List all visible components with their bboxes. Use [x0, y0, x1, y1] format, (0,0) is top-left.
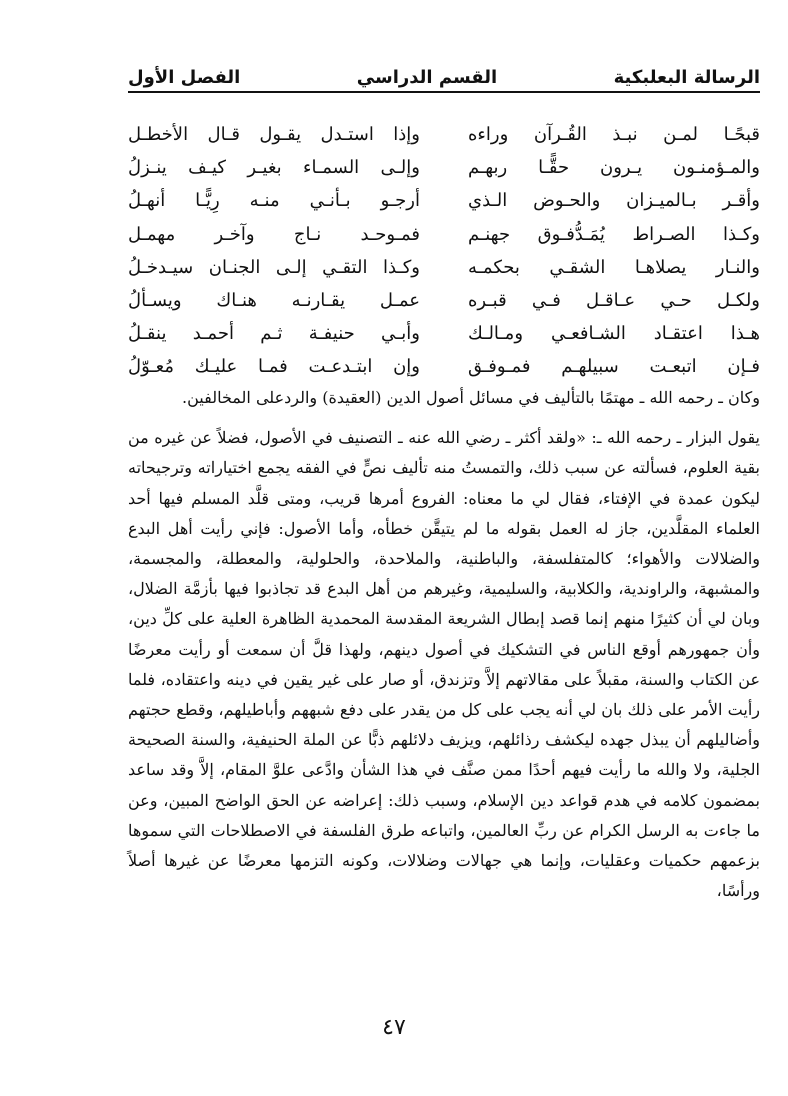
page-number: ٤٧: [382, 1015, 406, 1040]
verse-first-half: هـذا اعتقـاد الشـافعـي ومـالـك: [468, 323, 760, 345]
verse-first-half: فـإن اتبعـت سبيلهـم فمـوفـق: [468, 356, 760, 378]
verse-second-half: وكـذا التقـي إلـى الجنـان سيـدخـلُ: [128, 256, 420, 278]
paragraph-quote: يقول البزار ـ رحمه الله ـ: «ولقد أكثر ـ رضي الله عنه ـ التصنيف في الأصول، فضلاً عن غيره من بقية العلوم، فسألته عن سبب ذلك، والتمستُ منه تأليف نصٍّ في الفقه يجمع اختياراته وترجيحاته ليكون عمدة في الإفتاء، فقال لي ما معناه: الفروع أمرها قريب، ومتى قلَّد المسلم فيها أحد العلماء المقلَّدين، جاز له العمل بقوله ما لم يتيقَّن خطأه، وأما الأصول: فإني رأيت أهل البدع والضلالات والأهواء؛ كالمتفلسفة، والباطنية، والملاحدة، والحلولية، والمعطلة، والمجسمة، والمشبهة، والراوندية، والكلابية، والسليمية، وغيرهم من أهل البدع قد تجاذبوا فيها بأزمَّة الضلال، وبان لي أن كثيرًا منهم إنما قصد إبطال الشريعة المقدسة المحمدية الظاهرة العلية على كلِّ دين، وأن جمهورهم أوقع الناس في التشكيك في أصول دينهم، ولهذا قلَّ أن سمعت أو رأيت معرضًا عن الكتاب والسنة، مقبلاً على مقالاتهم إلاَّ وتزندق، أو صار على غير يقين في دينه واعتقاده، فلما رأيت الأمر على ذلك بان لي أنه يجب على كل من يقدر على دفع شبههم وأباطيلهم، وقطع حجتهم وأضاليلهم أن يبذل جهده ليكشف رذائلهم، ويزيف دلائلهم ذبًّا عن الملة الحنيفية، والسنة الصحيحة الجلية، ولا والله ما رأيت فيهم أحدًا ممن صنَّف في هذا الشأن وادَّعى علوَّ المقام، إلاَّ وقد ساعد بمضمون كلامه في هدم قواعد دين الإسلام، وسبب ذلك: إعراضه عن الحق الواضح المبين، وعن ما جاءت به الرسل الكرام عن ربِّ العالمين، واتباعه طرق الفلسفة في الاصطلاحات التي سموها بزعمهم حكميات وعقليات، وإنما هي جهالات وضلالات، وكونه التزمها معرضًا عن غيرها أصلاً ورأسًا،: [128, 428, 761, 901]
body-text: [128, 383, 760, 906]
verse-first-half: والمـؤمنـون يـرون حقًّـا ربهـم: [468, 157, 760, 179]
running-header: [128, 54, 760, 88]
verse-second-half: وإن ابتـدعـت فمـا عليـك مُعـوّلُ: [128, 356, 420, 378]
verse-second-half: أرجـو بـأنـي منـه رِيًّـا أنهـلُ: [128, 190, 420, 212]
paragraph: وكان ـ رحمه الله ـ مهتمًا بالتأليف في مسائل أصول الدين (العقيدة) والردعلى المخالفين.: [182, 388, 760, 407]
verse-second-half: وإلـى السمـاء بغيـر كيـف ينـزلُ: [128, 157, 420, 179]
header-book-title: الرسالة البعلبكية: [613, 67, 760, 88]
poem-block: [128, 118, 760, 384]
verse-first-half: وأقـر بـالميـزان والحـوض الـذي: [468, 190, 760, 212]
verse-first-half: قبحًـا لمـن نبـذ القُـرآن وراءه: [468, 124, 760, 145]
verse-first-half: وكـذا الصـراط يُمَـدُّفـوق جهنـم: [468, 223, 760, 245]
header-rule: [128, 91, 760, 93]
verse-first-half: ولكـل حـي عـاقـل فـي قبـره: [468, 290, 760, 312]
verse-second-half: وإذا استـدل يقـول قـال الأخطـل: [128, 124, 420, 145]
verse-second-half: عمـل يقـارنـه هنـاك ويسـألُ: [128, 290, 420, 312]
verse-second-half: وأبـي حنيفـة ثـم أحمـد ينقـلُ: [128, 323, 420, 345]
verse-first-half: والنـار يصلاهـا الشقـي بحكمـه: [468, 256, 760, 278]
verse-second-half: فمـوحـد نـاج وآخـر مهمـل: [128, 223, 420, 245]
header-chapter-title: الفصل الأول: [128, 67, 241, 88]
header-section-title: القسم الدراسي: [356, 67, 498, 88]
